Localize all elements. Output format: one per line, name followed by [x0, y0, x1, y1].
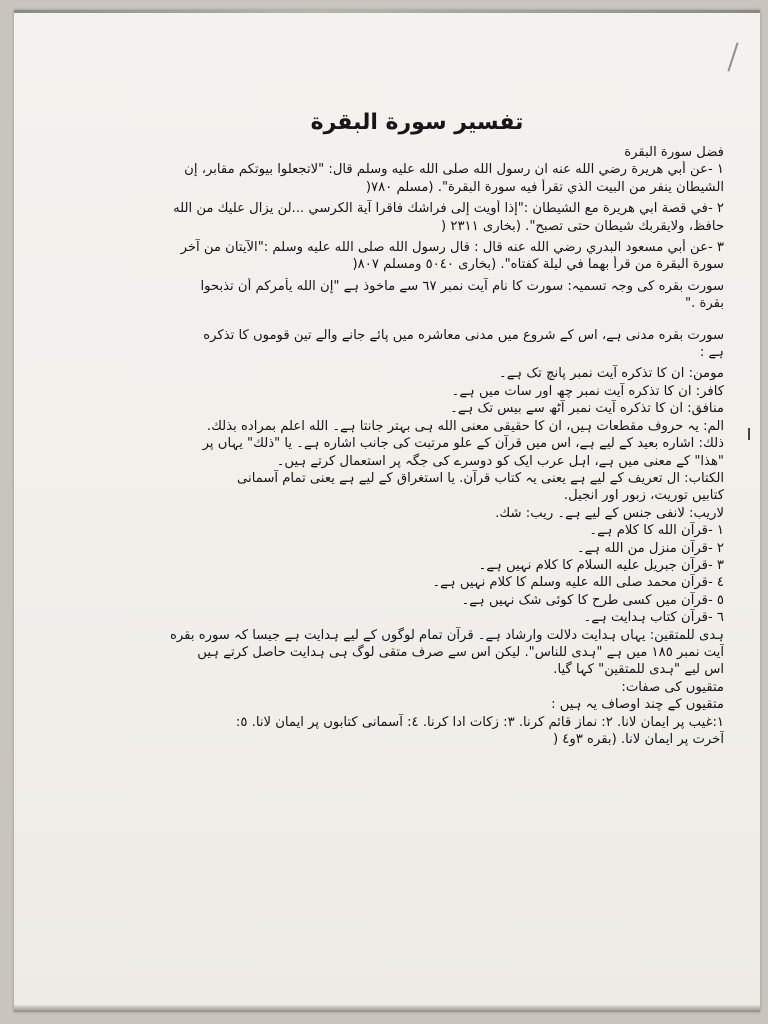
page-top-edge [14, 10, 760, 13]
section-heading: فضل سورة البقرة [624, 145, 724, 160]
pen-mark [727, 42, 738, 71]
text-line: سورت بقره مدنى ہے، اس كے شروع ميں مدنى معاشره ميں پائے جانے والے تين قوموں كا تذكره [203, 327, 724, 343]
text-line: آخرت پر ايمان لانا. (بقره ٣و٤ ( [552, 732, 724, 747]
hadith-1 [110, 161, 724, 196]
list-item: ١ -قرآن الله كا كلام ہے۔ [589, 523, 724, 539]
list-item: ٣ -قرآن جبريل عليه السلام كا كلام نہيں ہے۔ [478, 557, 724, 573]
list-item: ٥ -قرآن ميں كسى طرح كا كوئى شک نہيں ہے۔ [461, 592, 724, 608]
page-bottom-edge [14, 1004, 760, 1012]
naming-reason [110, 278, 724, 313]
page-title: تفسير سورة البقرة [310, 110, 524, 135]
text-line: ہدى للمتقين: يہاں ہدايت دلالت وارشاد ہے۔ قرآن تمام لوگوں كے ليے ہدايت ہے جيسا كہ سوره بقره [170, 627, 724, 643]
text-line: ٣ -عن أبي مسعود البدري رضي الله عنه قال : قال رسول الله صلى الله عليه وسلم :"الآيتان من آخر [180, 240, 724, 256]
scanned-page [14, 10, 760, 1012]
hadith-3 [110, 239, 724, 274]
text-line: ١ -عن أبي هريرة رضي الله عنه ان رسول الله صلى الله عليه وسلم قال: "لاتجعلوا بيوتكم مقابر، إن [184, 162, 724, 178]
text-line: متقيوں كے چند اوصاف يہ ہيں : [551, 697, 724, 713]
text-line: منافق: ان كا تذكره آيت نمبر آٹھ سے بيس تک ہے۔ [450, 401, 724, 417]
text-line: بقرة ." [685, 296, 724, 312]
text-line: لاريب: لانفى جنس كے ليے ہے۔ ريب: شك. [495, 505, 724, 521]
text-line: ہے : [699, 345, 724, 361]
list-item: ٢ -قرآن منزل من الله ہے۔ [576, 540, 724, 556]
text-line: كتابيں توريت، زبور اور انجيل. [563, 488, 724, 504]
madani-intro [110, 327, 724, 362]
text-line: الم: يہ حروف مقطعات ہيں، ان كا حقيقى معنى الله ہى بہتر جانتا ہے۔ الله اعلم بمراده بذلك. [206, 418, 724, 434]
document-body [110, 106, 724, 748]
text-line: ٢ -في قصة ابي هريرة مع الشيطان :"إذا أويت إلى فراشك فاقرا آية الكرسي ...لن يزال عليك من الله [173, 201, 724, 217]
text-line: آيت نمبر ١٨٥ ميں ہے "ہدى للناس". ليكن اس سے صرف متقى لوگ ہى ہدايت حاصل كرتے ہيں [197, 644, 724, 660]
text-line: سورت بقره كى وجہ تسميہ: سورت كا نام آيت نمبر ٦٧ سے ماخوذ ہے "إن الله يأمركم أن تذبحوا [200, 278, 724, 294]
text-line: كافر: ان كا تذكره آيت نمبر چھ اور سات ميں ہے۔ [451, 383, 724, 399]
text-line: مومن: ان كا تذكره آيت نمبر پانچ تک ہے۔ [498, 366, 724, 382]
list-item: ٤ -قرآن محمد صلى الله عليه وسلم كا كلام نہيں ہے۔ [432, 575, 724, 591]
text-line: متقيوں كى صفات: [621, 679, 724, 695]
text-line: اس ليے "ہدى للمتقين" كہا گيا. [553, 662, 724, 678]
margin-mark [748, 428, 750, 440]
spacer [110, 317, 724, 327]
text-line: حافظ، ولايقربك شيطان حتى تصبح". (بخارى ٢٣١١ ( [441, 218, 724, 234]
text-line: الكتاب: ال تعريف كے ليے ہے يعنى يہ كتاب قرآن. يا استغراق كے ليے ہے يعنى تمام آسمانى [237, 470, 724, 486]
text-line: سورة البقرة من قرأ بهما في ليلة كفتاه". (بخارى ٥٠٤٠ ومسلم ٨٠٧( [352, 257, 724, 273]
text-line: ذلك: اشاره بعيد كے ليے ہے، اس ميں قرآن كے علو مرتبت كى جانب اشاره ہے۔ يا "ذلك" يہاں پر [202, 436, 724, 452]
text-line: الشيطان ينفر من البيت الذي تقرأ فيه سورة البقرة". (مسلم ٧٨٠( [365, 179, 724, 195]
list-item: ٦ -قرآن كتاب ہدايت ہے۔ [583, 610, 724, 626]
text-line: ١:غيب پر ايمان لانا. ٢: نماز قائم كرنا. ٣: زكات ادا كرنا. ٤: آسمانى كتابوں پر ايمان لانا. ٥: [235, 714, 724, 730]
hadith-2 [110, 200, 724, 235]
text-line: "هذا" كے معنى ميں ہے، اہل عرب ايک كو دوسرے كى جگہ پر استعمال كرتے ہيں۔ [276, 453, 724, 469]
